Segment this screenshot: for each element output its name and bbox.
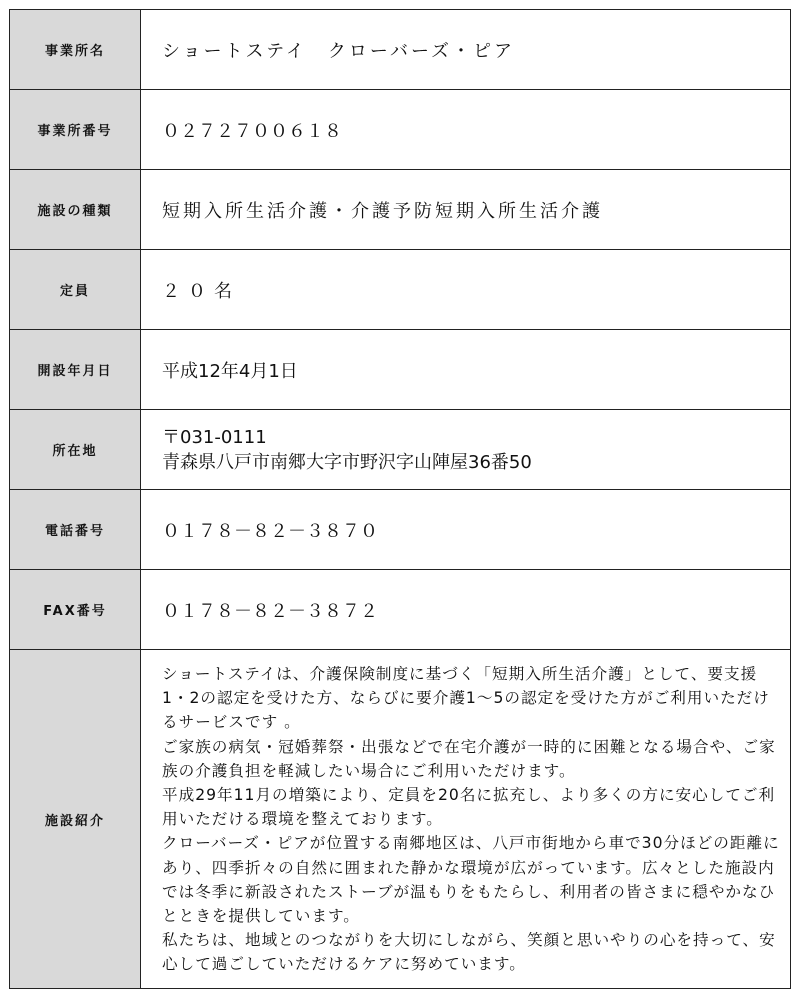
address-line: 青森県八戸市南郷大字市野沢字山陣屋36番50 (162, 451, 532, 473)
value-phone: ０１７８－８２－３８７０ (141, 490, 791, 570)
value-facility-type: 短期入所生活介護・介護予防短期入所生活介護 (141, 170, 791, 250)
value-facility-number: ０２７２７００６１８ (141, 90, 791, 170)
label-capacity: 定員 (10, 250, 141, 330)
label-facility-type: 施設の種類 (10, 170, 141, 250)
label-facility-name: 事業所名 (10, 10, 141, 90)
row-fax (10, 570, 791, 650)
row-facility-name (10, 10, 791, 90)
value-facility-name: ショートステイ クローバーズ・ピア (141, 10, 791, 90)
label-phone: 電話番号 (10, 490, 141, 570)
row-capacity (10, 250, 791, 330)
facility-info-table (9, 9, 791, 989)
value-opened-date: 平成12年4月1日 (141, 330, 791, 410)
value-capacity: ２０名 (141, 250, 791, 330)
value-introduction (141, 650, 791, 989)
label-fax: FAX番号 (10, 570, 141, 650)
intro-paragraph: ご家族の病気・冠婚葬祭・出張などで在宅介護が一時的に困難となる場合や、ご家族の介護負担を軽減したい場合にご利用いただけます。 (162, 737, 776, 780)
intro-paragraph: クローバーズ・ピアが位置する南郷地区は、八戸市街地から車で30分ほどの距離にあり、四季折々の自然に囲まれた静かな環境が広がっています。広々とした施設内では冬季に新設されたストーブが温もりをもたらし、利用者の皆さまに穏やかなひとときを提供しています。 (162, 834, 780, 926)
row-introduction (10, 650, 791, 989)
label-introduction: 施設紹介 (10, 650, 141, 989)
label-facility-number: 事業所番号 (10, 90, 141, 170)
row-opened-date (10, 330, 791, 410)
value-fax: ０１７８－８２－３８７２ (141, 570, 791, 650)
intro-paragraph: 私たちは、地域とのつながりを大切にしながら、笑顔と思いやりの心を持って、安心して過ごしていただけるケアに努めています。 (162, 931, 776, 974)
row-phone (10, 490, 791, 570)
row-address (10, 410, 791, 490)
intro-paragraph: 平成29年11月の増築により、定員を20名に拡充し、より多くの方に安心してご利用いただける環境を整えております。 (162, 786, 776, 829)
address-postal-code: 〒031-0111 (162, 426, 267, 448)
row-facility-number (10, 90, 791, 170)
label-opened-date: 開設年月日 (10, 330, 141, 410)
row-facility-type (10, 170, 791, 250)
intro-paragraph: ショートステイは、介護保険制度に基づく「短期入所生活介護」として、要支援1・2の認定を受けた方、ならびに要介護1〜5の認定を受けた方がご利用いただけるサービスです 。 (162, 665, 770, 732)
label-address: 所在地 (10, 410, 141, 490)
value-address (141, 410, 791, 490)
